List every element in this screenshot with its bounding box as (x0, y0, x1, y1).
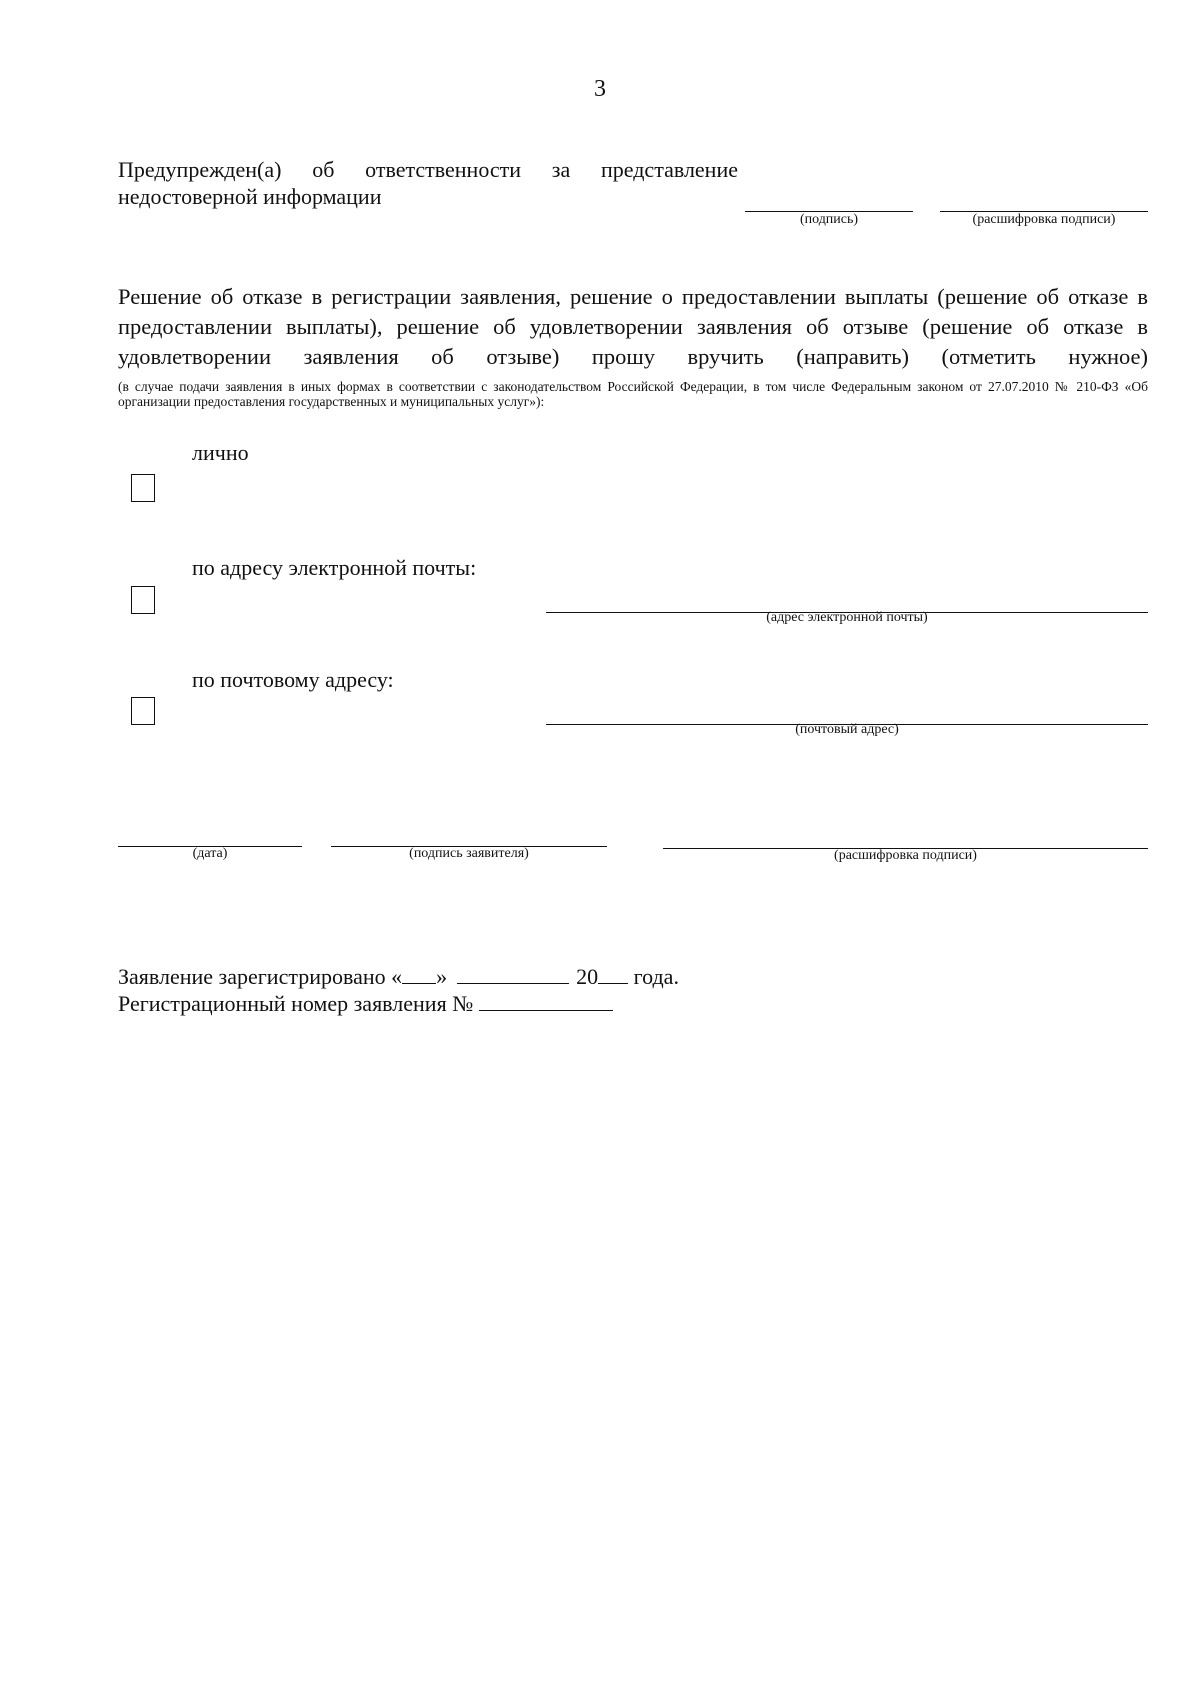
date-caption: (дата) (192, 846, 228, 861)
warning-decoding-caption: (расшифровка подписи) (972, 212, 1116, 227)
applicant-signature-caption: (подпись заявителя) (409, 846, 529, 861)
registration-number-line (118, 990, 613, 1017)
page-number: 3 (594, 76, 606, 102)
postal-address-caption: (почтовый адрес) (795, 722, 899, 737)
registration-number-field[interactable] (479, 990, 613, 1011)
option-email-checkbox[interactable] (131, 586, 155, 614)
registration-date-line (118, 963, 679, 990)
registration-year-prefix: 20 (576, 964, 599, 989)
option-personally-checkbox[interactable] (131, 474, 155, 502)
option-email-label: по адресу электронной почты: (192, 555, 477, 580)
registration-year-field[interactable] (598, 963, 628, 984)
option-postal-checkbox[interactable] (131, 697, 155, 725)
applicant-decoding-caption: (расшифровка подписи) (834, 848, 977, 863)
decision-delivery-text: Решение об отказе в регистрации заявления, решение о предоставлении выплаты (решение об отказе в предоставлении выплаты), решение об удовлетворении заявления об отзыве (решение об отказе в удовлетворении заявления об отзыве) прошу вручить (направить) (отметить нужное) (118, 284, 1148, 369)
registration-prefix: Заявление зарегистрировано « (118, 964, 403, 989)
legal-note: (в случае подачи заявления в иных формах в соответствии с законодательством Российской Федерации, в том числе Федеральным законом от 27.07.2010 № 210-ФЗ «Об организации предоставления государственных и муниципальных услуг»): (118, 379, 1148, 409)
responsibility-warning: Предупрежден(а) об ответственности за представление недостоверной информации (118, 157, 738, 209)
registration-number-prefix: Регистрационный номер заявления № (118, 991, 474, 1016)
option-personally-label: лично (192, 440, 249, 465)
option-postal-label: по почтовому адресу: (192, 667, 394, 692)
registration-quote-close: » (436, 964, 448, 989)
email-address-caption: (адрес электронной почты) (766, 610, 928, 625)
warning-signature-caption: (подпись) (799, 212, 859, 227)
registration-month-field[interactable] (457, 963, 569, 984)
registration-day-field[interactable] (402, 963, 436, 984)
registration-suffix: года. (633, 964, 679, 989)
